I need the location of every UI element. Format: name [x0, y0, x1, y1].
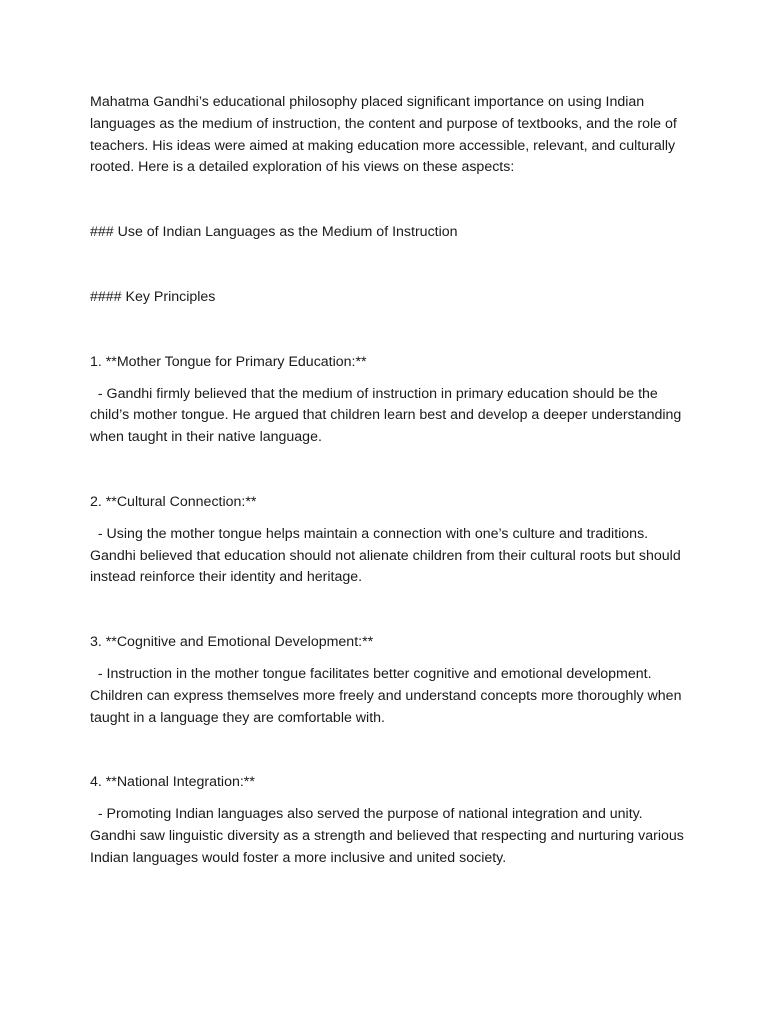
- principle-item-2: [90, 492, 686, 589]
- principle-title: 3. **Cognitive and Emotional Development:**: [90, 634, 374, 651]
- principle-body: - Instruction in the mother tongue facilitates better cognitive and emotional development. Children can express themselves more freely and understand concepts more thoroughly when taught in a language they are comfortable with.: [90, 665, 682, 726]
- principle-title: 1. **Mother Tongue for Primary Education:**: [90, 353, 367, 370]
- principle-item-4: [90, 772, 686, 869]
- principle-item-3: [90, 632, 686, 729]
- principle-body: - Promoting Indian languages also served the purpose of national integration and unity. Gandhi saw linguistic diversity as a strength and believed that respecting and nurturing various Indian languages would foster a more inclusive and united society.: [90, 806, 684, 866]
- principle-body: - Using the mother tongue helps maintain a connection with one’s culture and traditions. Gandhi believed that education should not alienate children from their cultural roots but should instead reinforce their identity and heritage.: [90, 525, 681, 586]
- principle-item-1: [90, 352, 686, 449]
- principle-title: 4. **National Integration:**: [90, 774, 255, 791]
- intro-paragraph: Mahatma Gandhi’s educational philosophy placed significant importance on using Indian languages as the medium of instruction, the content and purpose of textbooks, and the role of teachers. His ideas were aimed at making education more accessible, relevant, and culturally rooted. Here is a detailed exploration of his views on these aspects:: [90, 94, 677, 176]
- document-body: [90, 92, 686, 913]
- section-heading: ### Use of Indian Languages as the Medium of Instruction: [90, 224, 458, 241]
- principle-body: - Gandhi firmly believed that the medium of instruction in primary education should be the child’s mother tongue. He argued that children learn best and develop a deeper understanding when taught in their native language.: [90, 385, 682, 446]
- subsection-heading: #### Key Principles: [90, 288, 216, 305]
- principle-title: 2. **Cultural Connection:**: [90, 493, 257, 510]
